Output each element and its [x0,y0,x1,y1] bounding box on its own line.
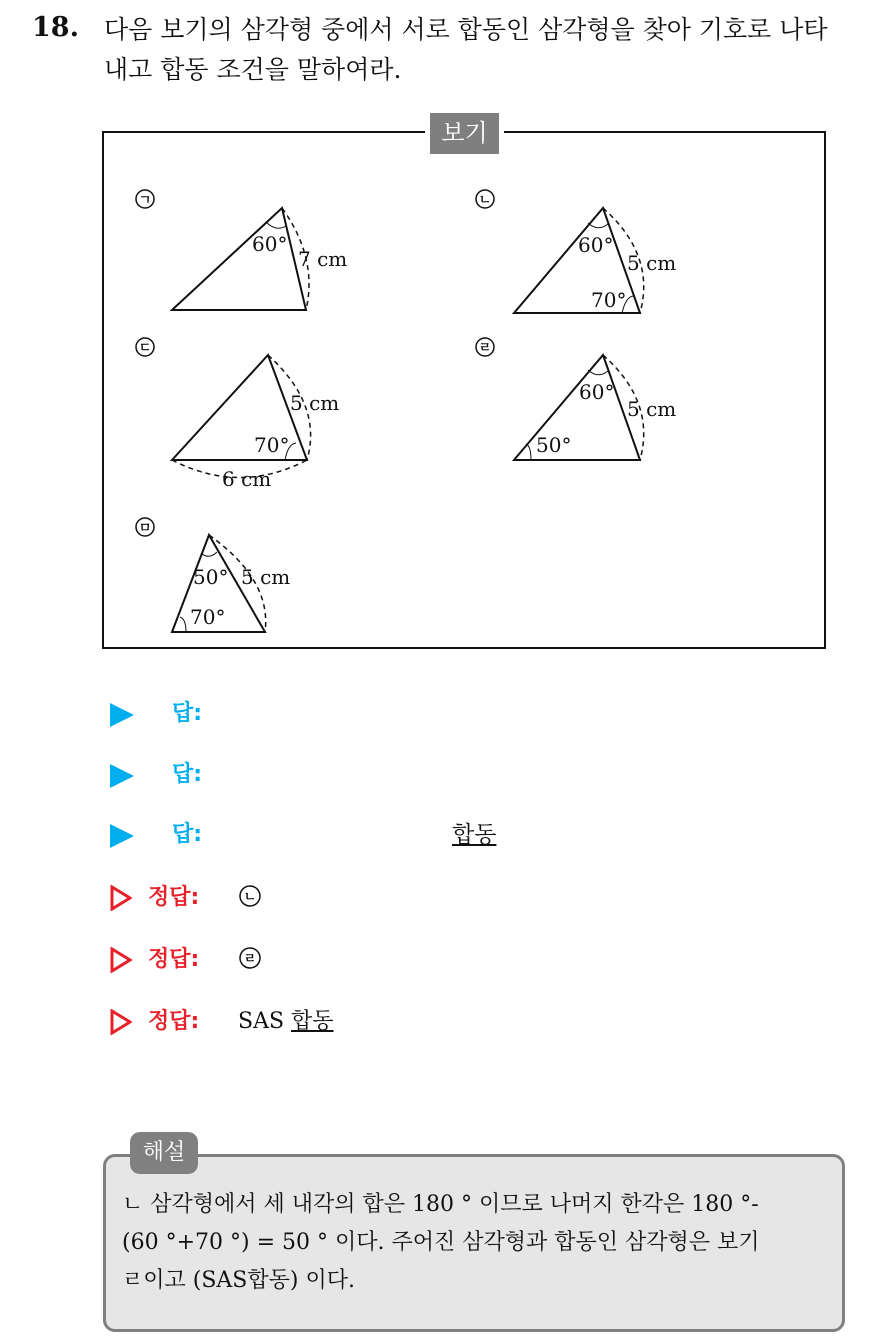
play-arrow-icon [110,824,134,848]
figure-giyeok-side: 7 cm [298,247,348,271]
correct-value [238,1002,334,1042]
outline-arrow-icon [110,1009,132,1035]
answer-label: 답: [172,762,203,787]
example-box-title: 보기 [430,113,499,154]
outline-arrow-icon [110,947,132,973]
figure-nieun [476,190,676,313]
figure-nieun-angle-top: 60° [578,233,614,257]
explanation-line-1: ㄴ 삼각형에서 세 내각의 합은 180 ° 이므로 나머지 한각은 180 °- [122,1192,759,1217]
play-arrow-icon [110,703,134,727]
figure-digeut-side: 5 cm [290,391,340,415]
figure-digeut-angle: 70° [254,433,290,457]
svg-text:ㄹ: ㄹ [243,952,257,967]
correct-underlined: 합동 [291,1009,334,1034]
triangle-giyeok [172,208,306,310]
figure-mieum-angle-top: 50° [193,565,229,589]
answer-input[interactable]: 합동 [452,822,497,848]
correct-label: 정답: [148,885,200,910]
figure-mieum-side: 5 cm [241,565,291,589]
figure-rieul [476,338,676,460]
figure-mieum [136,518,290,632]
question-number: 18. [32,12,79,43]
figure-giyeok [136,190,347,310]
correct-label: 정답: [148,947,200,972]
correct-value [238,940,262,980]
triangle-rieul [514,355,640,460]
question-line-1: 다음 보기의 삼각형 중에서 서로 합동인 삼각형을 찾아 기호로 나타 [104,15,828,44]
question-line-2: 내고 합동 조건을 말하여라. [104,55,402,84]
answer-label: 답: [172,822,203,847]
svg-text:ㄴ: ㄴ [243,890,257,905]
explanation-line-2: (60 °+70 °) = 50 ° 이다. 주어진 삼각형과 합동인 삼각형은 보기 [122,1230,760,1255]
correct-prefix: SAS [238,1009,285,1034]
correct-value [238,878,262,918]
figure-digeut-base: 6 cm [222,467,272,491]
explanation-text [122,1186,832,1300]
figure-rieul-side: 5 cm [627,397,677,421]
outline-arrow-icon [110,885,132,911]
figure-digeut-label: ㄷ [138,341,152,356]
figure-giyeok-label: ㄱ [138,193,152,208]
figure-nieun-side: 5 cm [627,251,677,275]
correct-label: 정답: [148,1009,200,1034]
figure-mieum-angle-base: 70° [190,605,226,629]
figure-digeut [136,338,339,491]
play-arrow-icon [110,764,134,788]
figure-rieul-angle-base: 50° [536,433,572,457]
figure-rieul-label: ㄹ [478,341,492,356]
explanation-title: 해설 [130,1132,198,1174]
figure-nieun-label: ㄴ [478,193,492,208]
explanation-line-3: ㄹ이고 (SAS합동) 이다. [122,1268,355,1293]
answer-label: 답: [172,701,203,726]
figure-nieun-angle-base: 70° [591,288,627,312]
figure-mieum-label: ㅁ [138,521,152,536]
figure-rieul-angle-top: 60° [579,380,615,404]
figure-giyeok-angle: 60° [252,232,288,256]
